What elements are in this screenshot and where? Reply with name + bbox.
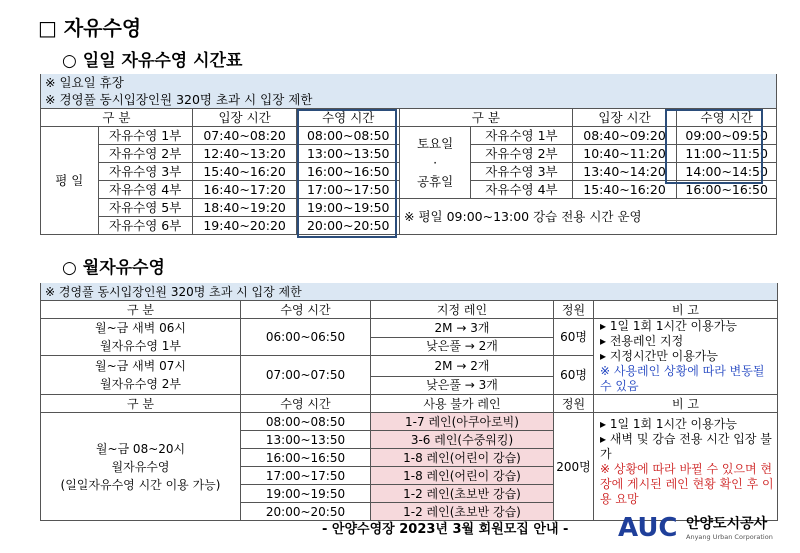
r2-lane-b: 낮은풀 → 3개 — [371, 376, 554, 395]
m-header-lane: 지정 레인 — [371, 301, 554, 319]
cell: 09:00~09:50 — [677, 127, 777, 145]
auc-logo — [618, 510, 784, 544]
m2-header-lane: 사용 불가 레인 — [371, 395, 554, 413]
section-title: □ 자유수영 — [38, 16, 142, 40]
cell: 자유수영 3부 — [98, 163, 192, 181]
r3-name: 월~금 08~20시 월자유수영 (일일자유수영 시간 이용 가능) — [41, 413, 241, 521]
cell: 08:00~08:50 — [297, 127, 400, 145]
cell: 16:00~16:50 — [297, 163, 400, 181]
cell: 17:00~17:50 — [241, 467, 371, 485]
cell: 19:40~20:20 — [192, 217, 297, 235]
r2-lane-a: 2M → 2개 — [371, 356, 554, 377]
cell: 20:00~20:50 — [241, 503, 371, 521]
remark-line: ▸ 1일 1회 1시간 이용가능 — [600, 417, 737, 431]
cell: 08:00~08:50 — [241, 413, 371, 431]
remark-note: ※ 사용레인 상황에 따라 변동될 수 있음 — [600, 364, 765, 393]
cell: 1-7 레인(아쿠아로빅) — [371, 413, 554, 431]
m-header-gubun: 구 분 — [41, 301, 241, 319]
remark-note: ※ 상황에 따라 바뀔 수 있으며 현장에 게시된 레인 현황 확인 후 이용 요망 — [600, 462, 774, 506]
logo-name-text: 안양도시공사 — [686, 516, 768, 532]
header-entry: 입장 시간 — [192, 109, 297, 127]
weekday-label: 평 일 — [41, 127, 99, 235]
footer-caption: - 안양수영장 2023년 3월 회원모집 안내 - — [322, 522, 569, 537]
cell: 18:40~19:20 — [192, 199, 297, 217]
cell: 자유수영 1부 — [98, 127, 192, 145]
weekend-label: 토요일 · 공휴일 — [400, 127, 471, 199]
cell: 자유수영 2부 — [98, 145, 192, 163]
cell: 자유수영 6부 — [98, 217, 192, 235]
m2-header-swim: 수영 시간 — [241, 395, 371, 413]
r1-cap: 60명 — [554, 319, 594, 356]
r1-lane-a: 2M → 3개 — [371, 319, 554, 338]
remark-line: ▸ 지정시간만 이용가능 — [600, 349, 718, 363]
r2-cap: 60명 — [554, 356, 594, 395]
weekend-note: ※ 평일 09:00~13:00 강습 전용 시간 운영 — [400, 199, 777, 235]
remark-line: ▸ 새벽 및 강습 전용 시간 입장 불가 — [600, 432, 772, 461]
cell: 07:40~08:20 — [192, 127, 297, 145]
cell: 13:40~14:20 — [572, 163, 677, 181]
header-swim-2: 수영 시간 — [677, 109, 777, 127]
cell: 08:40~09:20 — [572, 127, 677, 145]
remark-line: ▸ 전용레인 지정 — [600, 334, 684, 348]
m-header-remark: 비 고 — [594, 301, 778, 319]
cell: 자유수영 3부 — [471, 163, 573, 181]
cell: 1-8 레인(어린이 강습) — [371, 467, 554, 485]
cell: 자유수영 4부 — [98, 181, 192, 199]
cell: 1-2 레인(초보반 강습) — [371, 503, 554, 521]
cell: 16:40~17:20 — [192, 181, 297, 199]
monthly-note: ※ 경영풀 동시입장인원 320명 초과 시 입장 제한 — [41, 283, 778, 301]
cell: 17:00~17:50 — [297, 181, 400, 199]
r1-name: 월~금 새벽 06시 월자유수영 1부 — [41, 319, 241, 356]
cell: 자유수영 5부 — [98, 199, 192, 217]
cell: 20:00~20:50 — [297, 217, 400, 235]
cell: 1-8 레인(어린이 강습) — [371, 449, 554, 467]
cell: 13:00~13:50 — [297, 145, 400, 163]
cell: 자유수영 4부 — [471, 181, 573, 199]
cell: 16:00~16:50 — [241, 449, 371, 467]
cell: 16:00~16:50 — [677, 181, 777, 199]
r1-lane-b: 낮은풀 → 2개 — [371, 337, 554, 356]
auc-logo-icon — [618, 510, 784, 544]
cell: 3-6 레인(수중워킹) — [371, 431, 554, 449]
m-header-swim: 수영 시간 — [241, 301, 371, 319]
logo-mark-text: AUC — [618, 513, 678, 543]
header-swim: 수영 시간 — [297, 109, 400, 127]
cell: 13:00~13:50 — [241, 431, 371, 449]
note-closed: ※ 일요일 휴장 — [41, 74, 777, 91]
remark-day — [594, 413, 778, 521]
header-gubun: 구 분 — [41, 109, 193, 127]
cell: 자유수영 1부 — [471, 127, 573, 145]
daily-table — [40, 74, 777, 235]
r1-time: 06:00~06:50 — [241, 319, 371, 356]
r2-time: 07:00~07:50 — [241, 356, 371, 395]
cell: 10:40~11:20 — [572, 145, 677, 163]
cell: 12:40~13:20 — [192, 145, 297, 163]
cell: 14:00~14:50 — [677, 163, 777, 181]
m2-header-gubun: 구 분 — [41, 395, 241, 413]
cell: 15:40~16:20 — [192, 163, 297, 181]
remark-early — [594, 319, 778, 395]
m2-header-cap: 정원 — [554, 395, 594, 413]
cell: 19:00~19:50 — [241, 485, 371, 503]
cell: 자유수영 2부 — [471, 145, 573, 163]
daily-subtitle: ○ 일일 자유수영 시간표 — [62, 51, 243, 71]
r3-cap: 200명 — [554, 413, 594, 521]
monthly-table — [40, 283, 778, 521]
m2-header-remark: 비 고 — [594, 395, 778, 413]
m-header-cap: 정원 — [554, 301, 594, 319]
cell: 11:00~11:50 — [677, 145, 777, 163]
header-entry-2: 입장 시간 — [572, 109, 677, 127]
remark-line: ▸ 1일 1회 1시간 이용가능 — [600, 319, 737, 333]
cell: 15:40~16:20 — [572, 181, 677, 199]
logo-sub-text: Anyang Urban Corporation — [686, 533, 773, 541]
cell: 19:00~19:50 — [297, 199, 400, 217]
note-limit: ※ 경영풀 동시입장인원 320명 초과 시 입장 제한 — [41, 91, 777, 109]
header-gubun-2: 구 분 — [400, 109, 573, 127]
monthly-subtitle: ○ 월자유수영 — [62, 258, 165, 278]
r2-name: 월~금 새벽 07시 월자유수영 2부 — [41, 356, 241, 395]
cell: 1-2 레인(초보반 강습) — [371, 485, 554, 503]
